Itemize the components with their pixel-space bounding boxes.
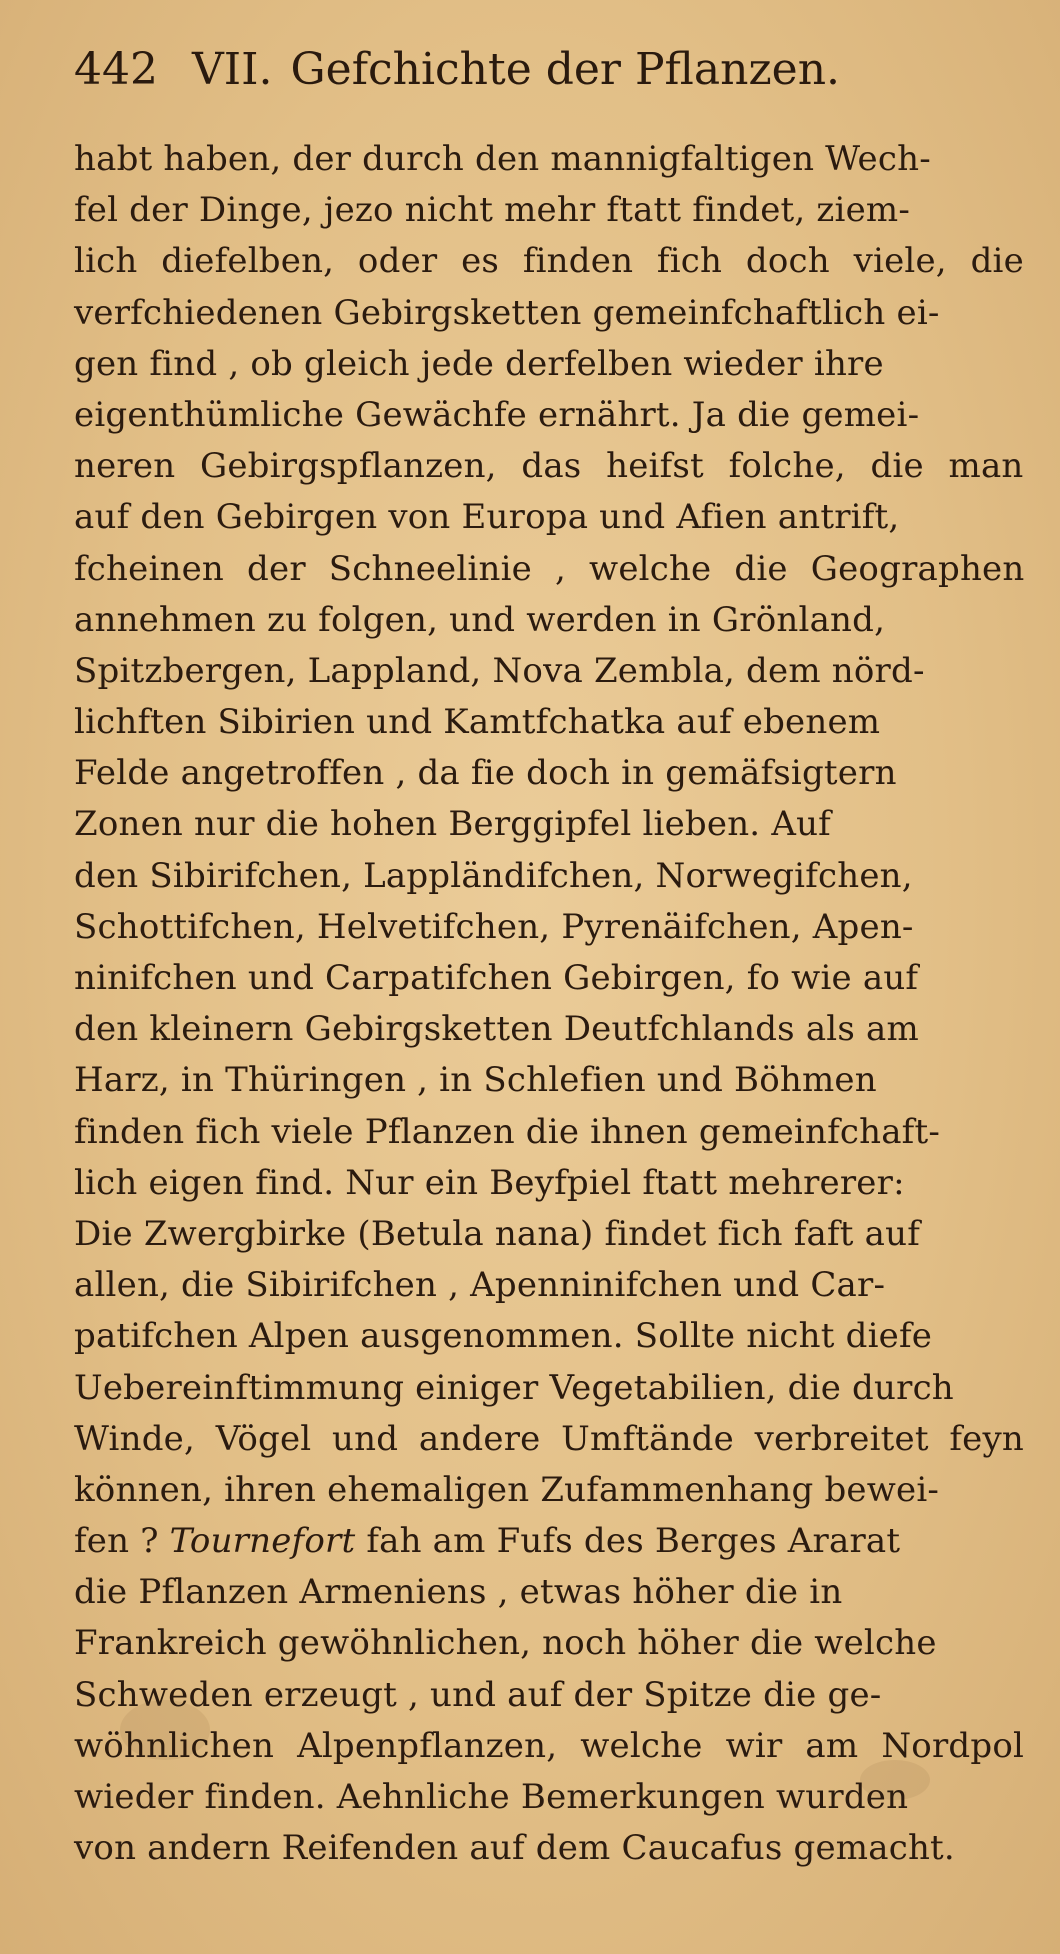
text-line [74,1363,1034,1414]
text-line [74,953,1034,1004]
text-line [74,1516,1034,1567]
text-run: wöhnlichen Alpenpflanzen, welche wir am Nordpol [74,1725,1025,1766]
text-line [74,1721,1034,1772]
text-run: Winde, Vögel und andere Umftände verbreitet feyn [74,1418,1024,1459]
text-run: eigenthümliche Gewächfe ernährt. Ja die gemei- [74,394,920,435]
text-run: fel der Dinge, jezo nicht mehr ftatt findet, ziem- [74,190,911,231]
text-line [74,288,1034,339]
text-line [74,595,1034,646]
text-run: Schottifchen, Helvetifchen, Pyrenäifchen, Apen- [74,906,914,947]
text-run: wieder finden. Aehnliche Bemerkungen wurden [74,1777,909,1817]
body-text [74,134,1034,1874]
text-line [74,1209,1034,1260]
text-run: lichften Sibirien und Kamtfchatka auf ebenem [74,702,881,743]
text-line [74,1670,1034,1721]
text-line [74,902,1034,953]
text-run: Die Zwergbirke (Betula nana) findet fich faft auf [74,1213,921,1254]
text-line [74,1567,1034,1618]
text-run: neren Gebirgspflanzen, das heifst folche, die man [74,446,1024,487]
text-line [74,1055,1034,1106]
text-run: lich diefelben, oder es finden fich doch viele, die [74,241,1024,282]
text-line [74,236,1034,287]
page-number: 442 [74,44,158,95]
running-header [74,44,994,114]
text-line [74,1158,1034,1209]
running-title: Gefchichte der Pflanzen. [290,44,841,95]
text-run: können, ihren ehemaligen Zufammenhang bewei- [74,1469,940,1510]
chapter-number: VII. [191,44,273,95]
text-run: Felde angetroffen , da fie doch in gemäfsigtern [74,753,897,794]
text-run: Frankreich gewöhnlichen, noch höher die welche [74,1623,937,1664]
text-run: habt haben, der durch den mannigfaltigen Wech- [74,139,931,179]
text-line [74,492,1034,543]
text-line [74,185,1034,236]
text-run: Zonen nur die hohen Berggipfel lieben. Auf [74,804,831,845]
text-line [74,1465,1034,1516]
text-run: Uebereinftimmung einiger Vegetabilien, die durch [74,1367,954,1408]
text-run: finden fich viele Pflanzen die ihnen gemeinfchaft- [74,1111,941,1152]
text-line [74,1823,1034,1874]
text-line [74,851,1034,902]
text-run: die Pflanzen Armeniens , etwas höher die in [74,1572,843,1613]
text-line [74,646,1034,697]
text-run: patifchen Alpen ausgenommen. Sollte nicht diefe [74,1316,933,1357]
text-run: den kleinern Gebirgsketten Deutfchlands als am [74,1009,919,1050]
text-line [74,544,1034,595]
text-run: fcheinen der Schneelinie , welche die Geographen [74,548,1025,589]
text-line [74,1414,1034,1465]
text-line [74,441,1034,492]
text-line [74,748,1034,799]
text-run: fen ? [74,1521,170,1562]
italic-name: Tournefort [169,1521,356,1562]
text-run: Schweden erzeugt , und auf der Spitze die ge- [74,1674,882,1715]
text-line [74,390,1034,441]
text-run: verfchiedenen Gebirgsketten gemeinfchaftlich ei- [74,292,940,333]
text-run: ninifchen und Carpatifchen Gebirgen, fo wie auf [74,958,919,998]
text-run: Spitzbergen, Lappland, Nova Zembla, dem nörd- [74,650,925,691]
text-line [74,1107,1034,1158]
text-run: auf den Gebirgen von Europa und Afien antrift, [74,497,900,538]
text-run: lich eigen find. Nur ein Beyfpiel ftatt mehrerer: [74,1162,905,1203]
text-line [74,697,1034,748]
text-run: annehmen zu folgen, und werden in Grönland, [74,599,886,640]
text-line [74,1618,1034,1669]
text-run: fah am Fufs des Berges Ararat [355,1521,901,1562]
text-line [74,1311,1034,1362]
text-run: allen, die Sibirifchen , Apenninifchen und Car- [74,1265,886,1306]
text-line [74,1004,1034,1055]
text-run: von andern Reifenden auf dem Caucafus gemacht. [74,1828,955,1869]
text-line [74,1260,1034,1311]
text-line [74,1772,1034,1823]
text-run: Harz, in Thüringen , in Schlefien und Böhmen [74,1060,877,1101]
text-run: den Sibirifchen, Lappländifchen, Norwegifchen, [74,855,913,896]
text-run: gen find , ob gleich jede derfelben wieder ihre [74,343,884,384]
text-line [74,339,1034,390]
text-line [74,134,1034,185]
text-line [74,799,1034,850]
